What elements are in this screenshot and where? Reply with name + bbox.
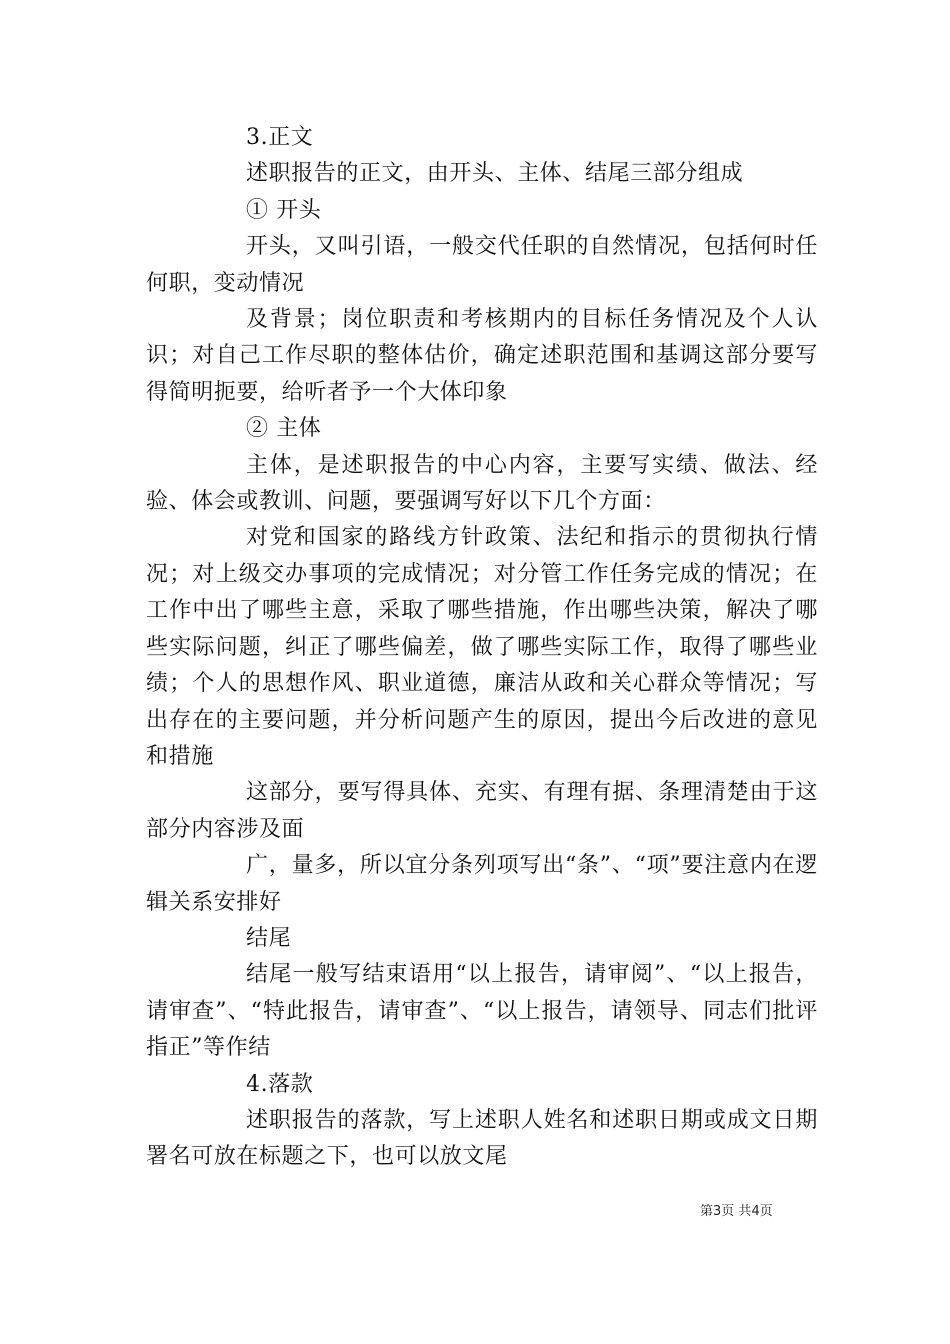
footer-current-page: 3 xyxy=(713,1204,722,1219)
paragraph-opening-1: 开头，又叫引语，一般交代任职的自然情况，包括何时任何职，变动情况 xyxy=(146,234,818,296)
footer-suffix: 页 xyxy=(759,1204,773,1219)
paragraph-signature: 述职报告的落款，写上述职人姓名和述职日期或成文日期署名可放在标题之下，也可以放文尾 xyxy=(146,1107,818,1170)
document-body xyxy=(146,120,818,1176)
footer-middle: 页 共 xyxy=(721,1204,752,1219)
section-heading-signature: 4.落款 xyxy=(246,1071,314,1097)
paragraph-opening-2: 及背景；岗位职责和考核期内的目标任务情况及个人认识；对自己工作尽职的整体估价，确定述职范围和基调这部分要写得简明扼要，给听者予一个大体印象 xyxy=(146,307,818,405)
paragraph-main-3: 这部分，要写得具体、充实、有理有据、条理清楚由于这部分内容涉及面 xyxy=(146,780,818,842)
subheading-opening: ① 开头 xyxy=(246,197,322,223)
footer-prefix: 第 xyxy=(700,1204,714,1219)
paragraph-main-1: 主体，是述职报告的中心内容，主要写实绩、做法、经验、体会或教训、问题，要强调写好以下几个方面： xyxy=(146,452,818,515)
paragraph-body-intro: 述职报告的正文，由开头、主体、结尾三部分组成 xyxy=(246,161,744,187)
subheading-main: ② 主体 xyxy=(246,416,322,442)
paragraph-main-2: 对党和国家的路线方针政策、法纪和指示的贯彻执行情况；对上级交办事项的完成情况；对分管工作任务完成的情况；在工作中出了哪些主意，采取了哪些措施，作出哪些决策，解决了哪些实际问题，纠正了哪些偏差，做了哪些实际工作，取得了哪些业绩；个人的思想作风、职业道德，廉洁从政和关心群众等情况；写出存在的主要问题，并分析问题产生的原因，提出今后改进的意见和措施 xyxy=(146,525,818,769)
paragraph-main-4: 广，量多，所以宜分条列项写出“条”、“项”要注意内在逻辑关系安排好 xyxy=(146,853,818,915)
subheading-ending: 结尾 xyxy=(246,925,292,951)
section-heading-body: 3.正文 xyxy=(246,125,314,150)
page-number-footer xyxy=(700,1203,820,1221)
footer-total-pages: 4 xyxy=(751,1204,760,1219)
paragraph-ending: 结尾一般写结束语用“以上报告，请审阅”、“以上报告，请审查”、“特此报告，请审查”、“以上报告，请领导、同志们批评指正”等作结 xyxy=(146,962,818,1061)
